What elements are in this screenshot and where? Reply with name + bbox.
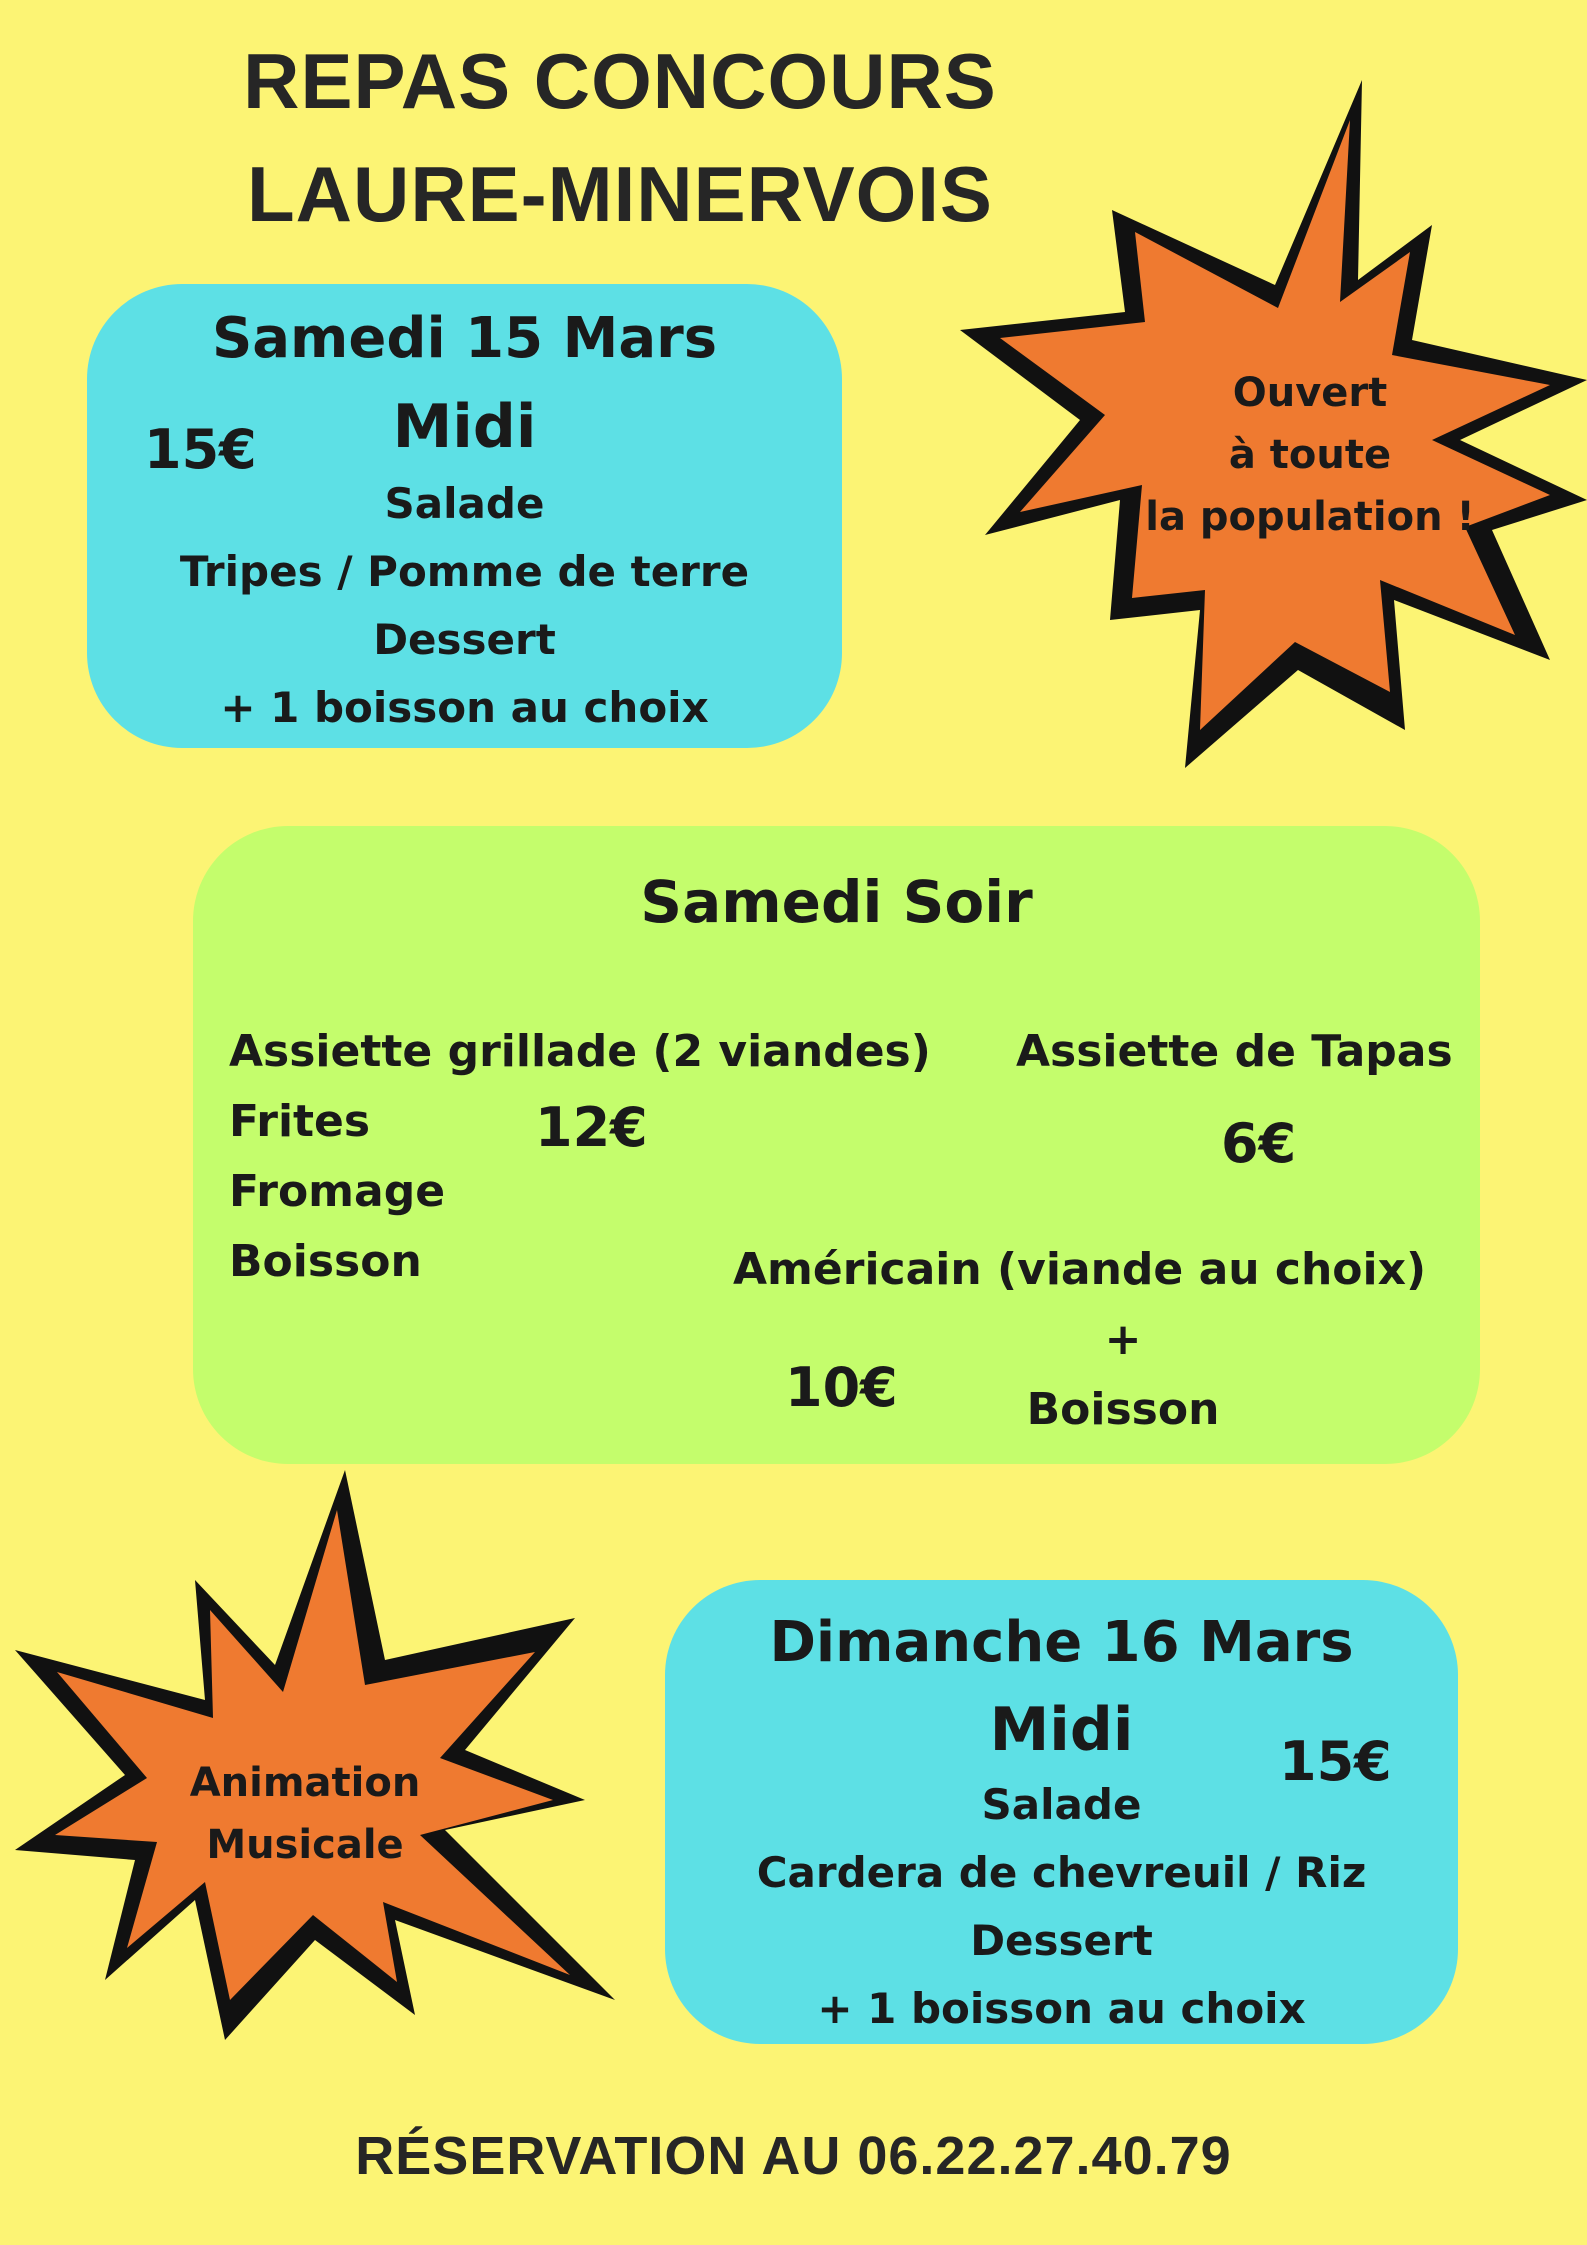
grill-title: Assiette grillade (2 viandes) xyxy=(229,1026,931,1077)
open-badge-line: la population ! xyxy=(1145,494,1475,540)
tapas-price: 6€ xyxy=(1221,1112,1297,1175)
saturday-lunch-price: 15€ xyxy=(144,418,257,481)
sunday-lunch-item: Cardera de chevreuil / Riz xyxy=(756,1848,1367,1897)
open-badge-line: à toute xyxy=(1228,432,1392,478)
sunday-lunch-item: + 1 boisson au choix xyxy=(817,1984,1306,2033)
grill-price: 12€ xyxy=(535,1096,648,1159)
americain-title: Américain (viande au choix) xyxy=(733,1244,1427,1295)
saturday-lunch-item: Salade xyxy=(384,479,545,528)
grill-item: Boisson xyxy=(229,1236,422,1287)
saturday-lunch-card xyxy=(87,284,842,748)
saturday-evening-card xyxy=(193,826,1480,1464)
music-badge-line: Animation xyxy=(189,1760,421,1806)
open-badge-text xyxy=(1110,362,1510,548)
americain-plus: + xyxy=(1104,1314,1142,1365)
sunday-lunch-meal: Midi xyxy=(989,1695,1134,1765)
grill-item: Fromage xyxy=(229,1166,446,1217)
music-badge-line: Musicale xyxy=(206,1822,404,1868)
page-title-line-1: REPAS CONCOURS xyxy=(243,37,997,125)
music-badge-text xyxy=(105,1752,505,1876)
sunday-lunch-card xyxy=(665,1580,1458,2044)
saturday-lunch-item: Tripes / Pomme de terre xyxy=(179,547,750,596)
grill-item: Frites xyxy=(229,1096,371,1147)
reservation-phone: RÉSERVATION AU 06.22.27.40.79 xyxy=(355,2126,1232,2186)
sunday-lunch-item: Dessert xyxy=(970,1916,1153,1965)
saturday-lunch-item: Dessert xyxy=(373,615,556,664)
saturday-lunch-day: Samedi 15 Mars xyxy=(211,306,718,371)
saturday-evening-title: Samedi Soir xyxy=(640,868,1033,936)
sunday-lunch-day: Dimanche 16 Mars xyxy=(769,1610,1354,1675)
sunday-lunch-item: Salade xyxy=(981,1780,1142,1829)
open-badge-line: Ouvert xyxy=(1232,370,1388,416)
sunday-lunch-price: 15€ xyxy=(1279,1730,1392,1793)
saturday-lunch-item: + 1 boisson au choix xyxy=(220,683,709,732)
tapas-title: Assiette de Tapas xyxy=(1016,1026,1453,1077)
page-title-line-2: LAURE-MINERVOIS xyxy=(247,150,993,238)
americain-price: 10€ xyxy=(785,1356,898,1419)
americain-drink: Boisson xyxy=(1026,1384,1220,1435)
saturday-lunch-meal: Midi xyxy=(392,392,537,462)
